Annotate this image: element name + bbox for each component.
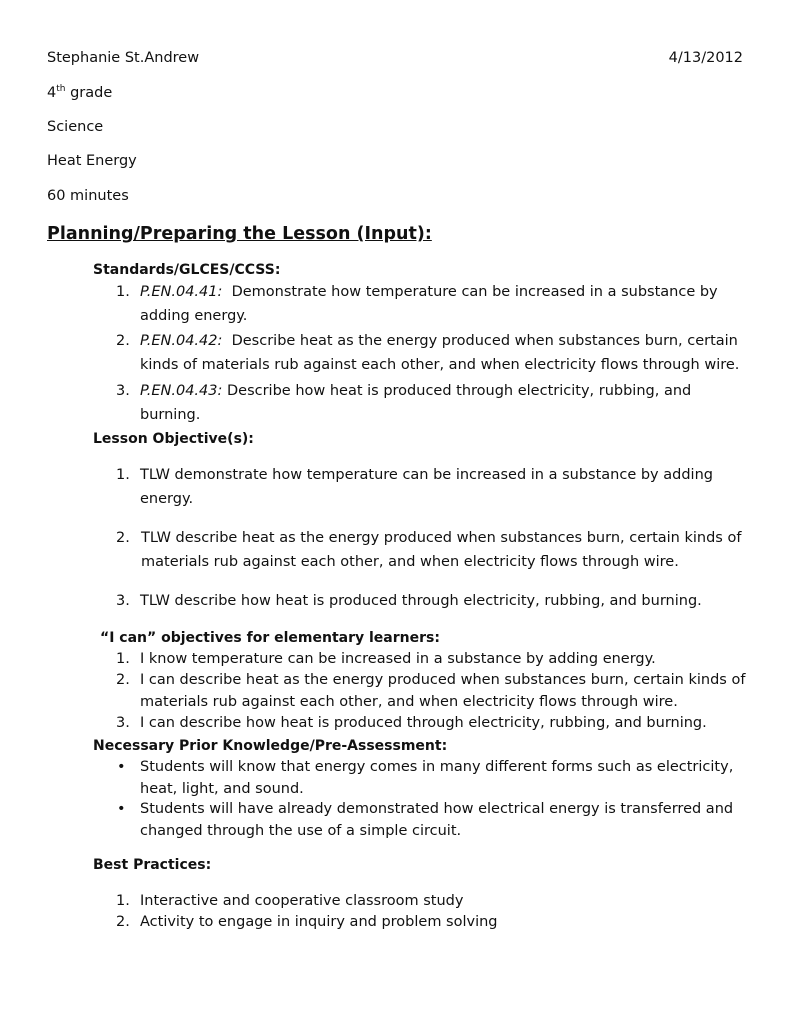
standards-heading: Standards/GLCES/CCSS: — [93, 262, 281, 278]
list-number: 3. — [116, 593, 130, 609]
standard-code: P.EN.04.41: — [140, 284, 223, 300]
standard-code: P.EN.04.43: — [140, 383, 223, 399]
list-number: 2. — [116, 914, 130, 930]
standard-text — [140, 281, 755, 328]
subject: Science — [47, 119, 104, 135]
standard-text — [140, 330, 755, 377]
prior-knowledge-heading: Necessary Prior Knowledge/Pre-Assessment: — [93, 738, 448, 754]
standard-description: Describe heat as the energy produced when substances burn, certain kinds of materials rub against each other, and when electricity flows through wire. — [140, 333, 740, 373]
objective-text: TLW describe how heat is produced through electricity, rubbing, and burning. — [140, 593, 702, 609]
duration: 60 minutes — [47, 188, 129, 204]
best-practice-text: Activity to engage in inquiry and problem solving — [140, 914, 498, 930]
list-number: 3. — [116, 715, 130, 731]
ican-heading: “I can” objectives for elementary learners: — [100, 630, 440, 646]
prior-knowledge-text: Students will have already demonstrated how electrical energy is transferred and changed through the use of a simple circuit. — [140, 801, 734, 839]
grade-suffix: th — [56, 84, 66, 94]
objective-text: TLW describe heat as the energy produced when substances burn, certain kinds of materials rub against each other, and when electricity flows through wire. — [141, 530, 742, 570]
ican-text: I can describe heat as the energy produced when substances burn, certain kinds of materials rub against each other, and when electricity flows through wire. — [140, 672, 746, 710]
grade-word: grade — [70, 85, 113, 101]
list-number: 3. — [116, 383, 130, 399]
list-number: 1. — [116, 467, 130, 483]
standard-description: Demonstrate how temperature can be increased in a substance by adding energy. — [140, 284, 718, 324]
list-number: 1. — [116, 893, 130, 909]
standard-code: P.EN.04.42: — [140, 333, 223, 349]
objective-text: TLW demonstrate how temperature can be increased in a substance by adding energy. — [140, 467, 713, 507]
grade-number: 4 — [47, 85, 57, 101]
standard-text — [140, 380, 755, 427]
bullet-icon: • — [117, 801, 126, 817]
prior-knowledge-text: Students will know that energy comes in many different forms such as electricity, heat, light, and sound. — [140, 759, 734, 797]
topic: Heat Energy — [47, 153, 137, 169]
page-title: Planning/Preparing the Lesson (Input): — [47, 224, 432, 244]
standard-description: Describe how heat is produced through electricity, rubbing, and burning. — [140, 383, 692, 423]
document-date: 4/13/2012 — [668, 50, 743, 66]
author-name: Stephanie St.Andrew — [47, 50, 200, 66]
grade-line — [47, 83, 112, 103]
ican-text: I know temperature can be increased in a substance by adding energy. — [140, 651, 656, 667]
list-number: 2. — [116, 672, 130, 688]
list-number: 2. — [116, 530, 130, 546]
best-practice-text: Interactive and cooperative classroom study — [140, 893, 464, 909]
ican-text: I can describe how heat is produced through electricity, rubbing, and burning. — [140, 715, 707, 731]
objectives-heading: Lesson Objective(s): — [93, 431, 254, 447]
list-number: 1. — [116, 284, 130, 300]
list-number: 1. — [116, 651, 130, 667]
best-practices-heading: Best Practices: — [93, 857, 212, 873]
list-number: 2. — [116, 333, 130, 349]
bullet-icon: • — [117, 759, 126, 775]
